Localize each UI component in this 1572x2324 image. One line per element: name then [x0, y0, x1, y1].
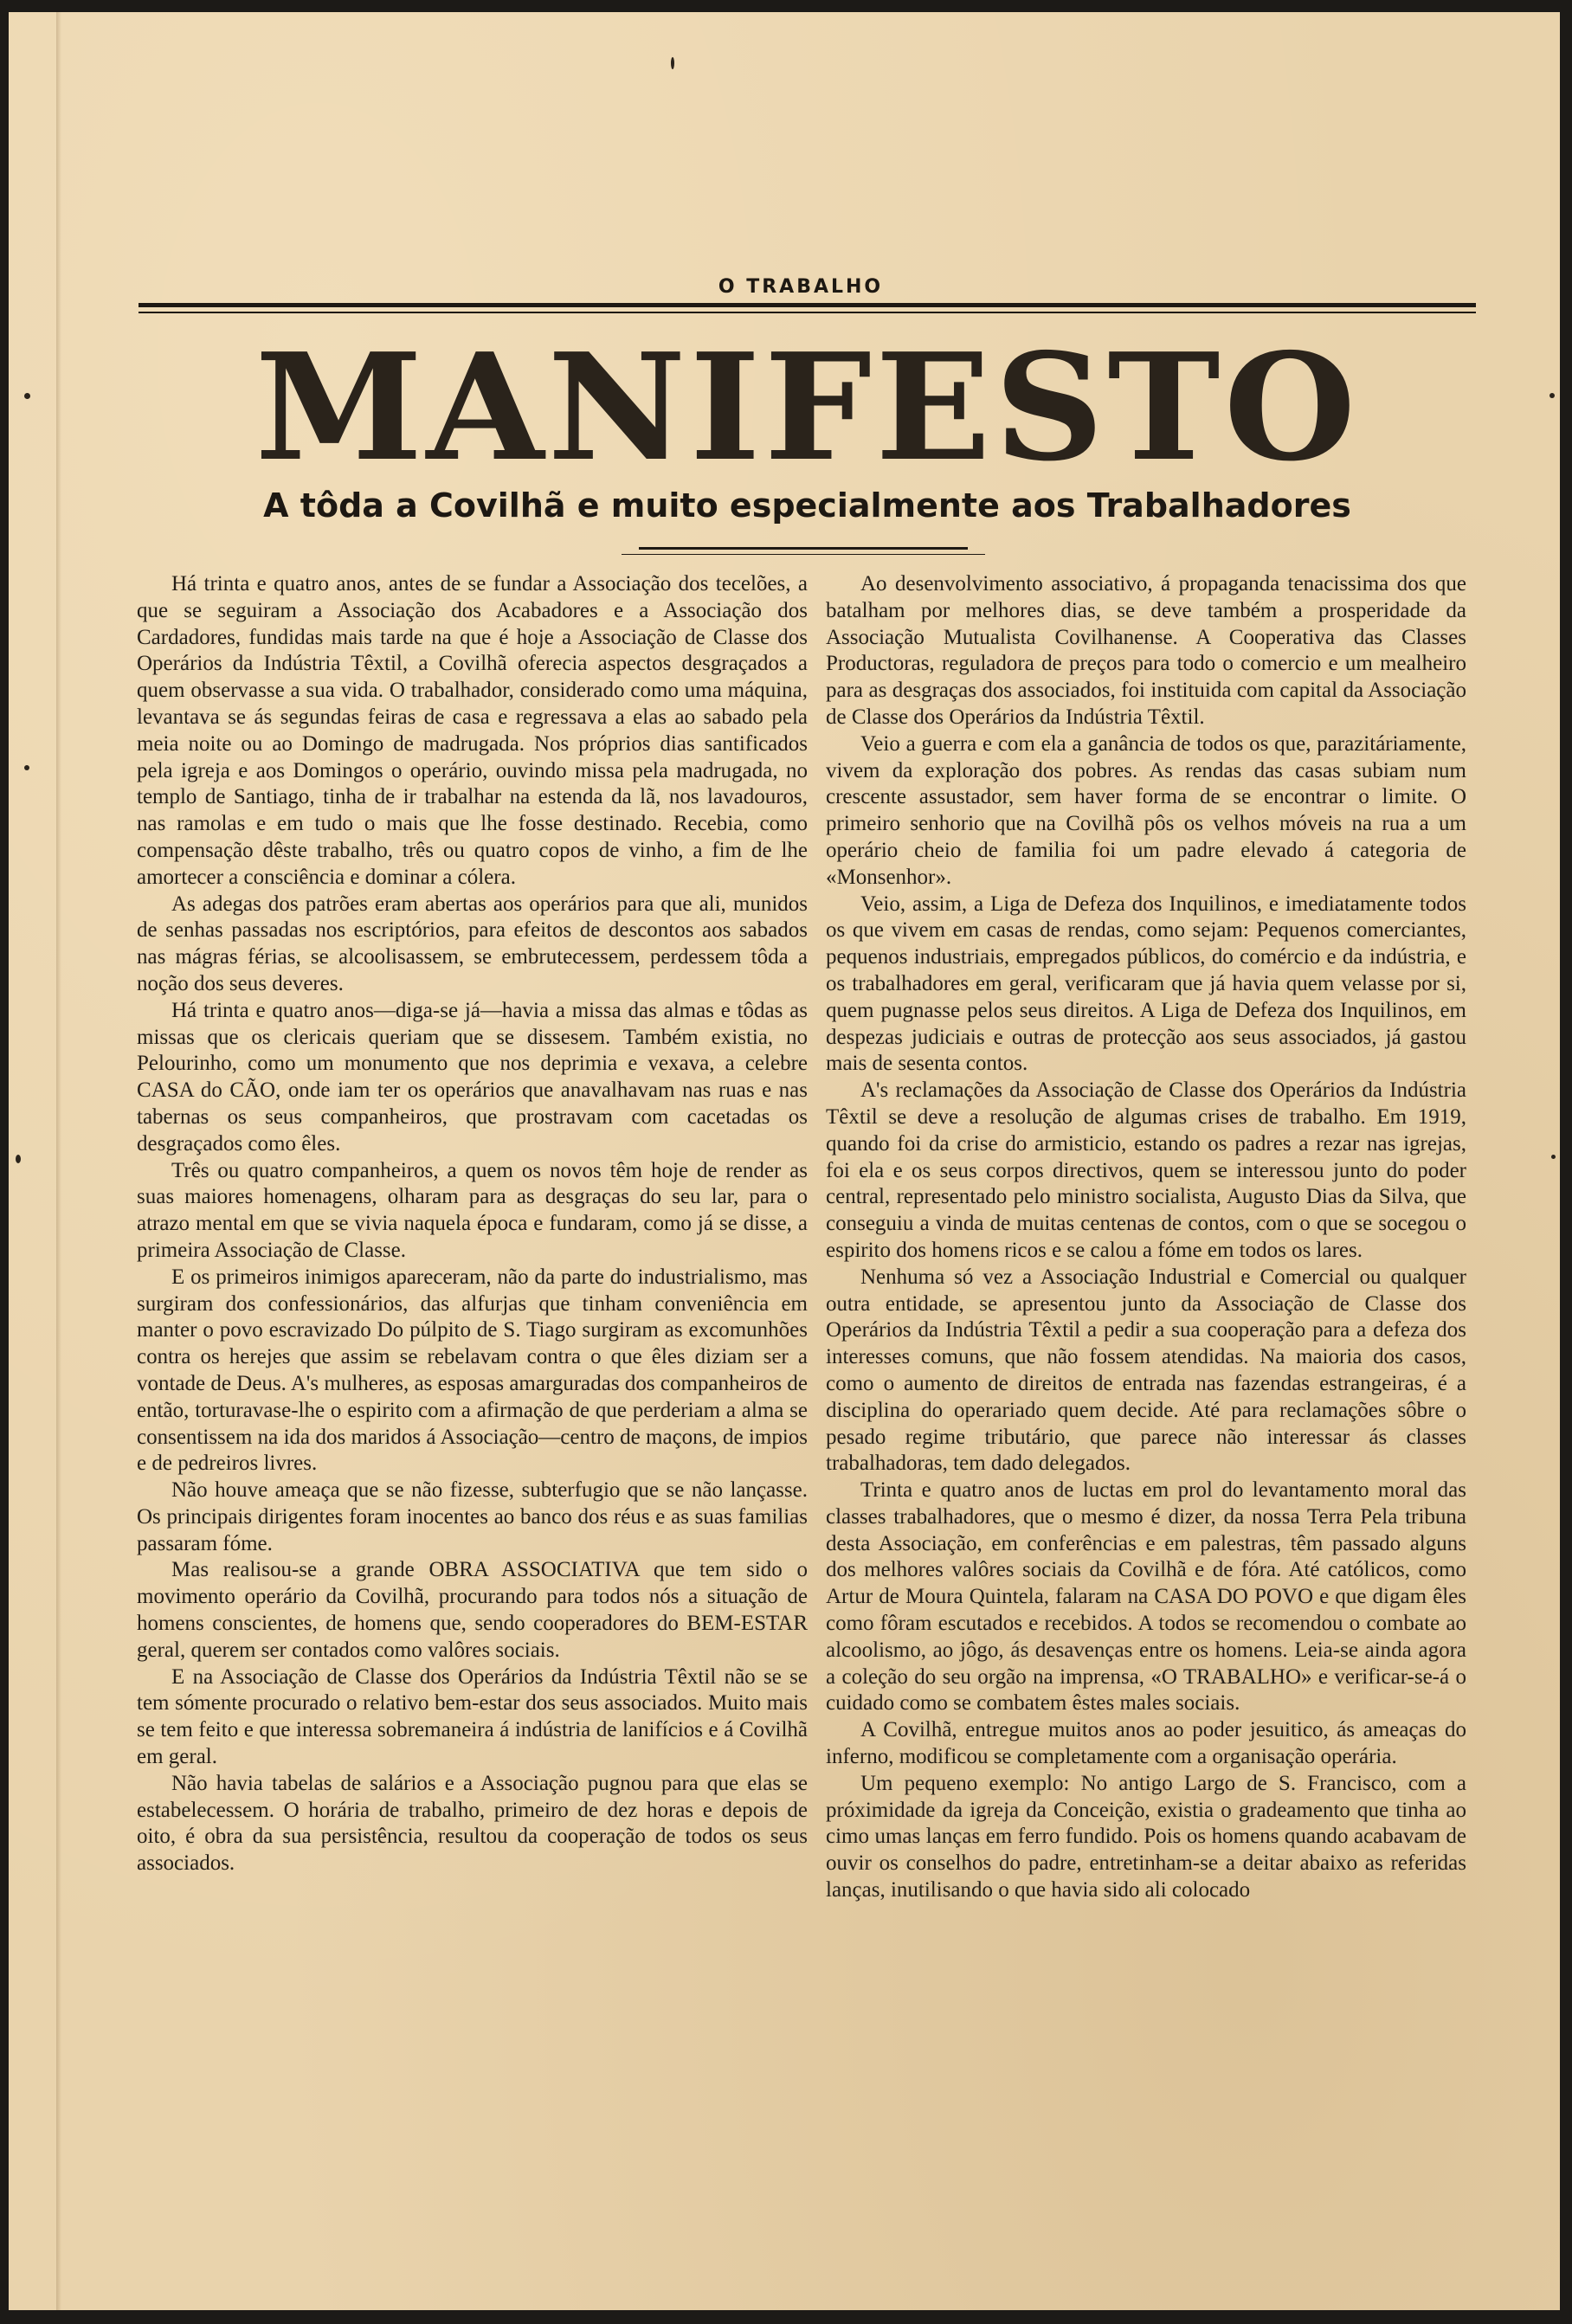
article-paragraph: Três ou quatro companheiros, a quem os novos têm hoje de render as suas maiores homenagens, olharam para as desgraças do seu lar, para o atrazo mental em que se vivia naquela época e fundaram, como já se disse, a primeira Associação de Classe. [137, 1158, 808, 1262]
header-rule-thin [139, 312, 1476, 313]
article-paragraph: Há trinta e quatro anos—diga-se já—havia a missa das almas e tôdas as missas que os clericais queriam que se dissesem. Também existia, no Pelourinho, como um monumento que nos deprimia e vexava, a celebre CASA do CÃO, onde iam ter os operários que anavalhavam nas ruas e nas tabernas os seus companheiros, que prostravam com cacetadas os desgraçados como êles. [137, 998, 808, 1156]
print-speck [1551, 1155, 1556, 1159]
print-speck [16, 1155, 21, 1163]
print-speck [24, 765, 29, 770]
article-paragraph: Não havia tabelas de salários e a Associação pugnou para que elas se estabelecessem. O horária de trabalho, primeiro de dez horas e depois de oito, é obra da sua persistência, resultou da cooperação de todos os seus associados. [137, 1771, 808, 1876]
article-right-column [826, 571, 1466, 1904]
article-paragraph: Veio a guerra e com ela a ganância de todos os que, parazitáriamente, vivem da exploração dos pobres. As rendas das casas subiam num crescente assustador, sem haver forma de se encontrar o limite. O primeiro senhorio que na Covilhã pôs os velhos móveis na rua a um operário cheio de familia foi um padre elevado á categoria de «Monsenhor». [826, 731, 1466, 889]
article-paragraph: A's reclamações da Associação de Classe dos Operários da Indústria Têxtil se deve a resolução de algumas crises de trabalho. Em 1919, quando foi da crise do armisticio, estando os padres a rezar nas igrejas, foi ela e os seus corpos directivos, quem se interessou junto do poder central, representado pelo ministro socialista, Augusto Dias da Silva, que conseguiu a vinda de muitas centenas de contos, com o que se socegou o espirito dos homens ricos e se calou a fóme em todos os lares. [826, 1078, 1466, 1262]
article-paragraph: Ao desenvolvimento associativo, á propaganda tenacissima dos que batalham por melhores dias, se deve também a prosperidade da Associação Mutualista Covilhanense. A Cooperativa das Classes Productoras, reguladora de preços para todo o comercio e um mealheiro para as desgraças dos associados, foi instituida com capital da Associação de Classe dos Operários da Indústria Têxtil. [826, 572, 1466, 729]
article-paragraph: Um pequeno exemplo: No antigo Largo de S. Francisco, com a próximidade da igreja da Conceição, existia o gradeamento que tinha ao cimo umas lanças em ferro fundido. Pois os homens quando acabavam de ouvir os conselhos do padre, entretinham-se a deitar abaixo as referidas lanças, inutilisando o que havia sido ali colocado [826, 1771, 1466, 1902]
article-paragraph: Não houve ameaça que se não fizesse, subterfugio que se não lançasse. Os principais dirigentes foram inocentes ao banco dos réus e as suas familias passaram fóme. [137, 1478, 808, 1555]
subtitle-rule-thin [622, 554, 985, 555]
print-speck [1549, 393, 1555, 398]
article-paragraph: A Covilhã, entregue muitos anos ao poder jesuitico, ás ameaças do inferno, modificou se completamente com a organisação operária. [826, 1718, 1466, 1769]
print-speck [671, 57, 674, 69]
article-paragraph: Mas realisou-se a grande OBRA ASSOCIATIVA que tem sido o movimento operário da Covilhã, procurando para todos nós a situação de homens conscientes, de homens que, sendo cooperadores do BEM-ESTAR geral, querem ser contados como valôres sociais. [137, 1558, 808, 1662]
article-paragraph: Há trinta e quatro anos, antes de se fundar a Associação dos tecelões, a que se seguiram a Associação dos Acabadores e a Associação dos Cardadores, fundidas mais tarde na que é hoje a Associação de Classe dos Operários da Indústria Têxtil, a Covilhã oferecia aspectos desgraçados a quem observasse a sua vida. O trabalhador, considerado como uma máquina, levantava se ás segundas feiras de casa e regressava a elas ao sabado pela meia noite ou ao Domingo de madrugada. Nos próprios dias santificados pela igreja e aos Domingos o operário, ouvindo missa pela madrugada, no templo de Santiago, tinha de ir trabalhar na estenda da lã, nos lavadouros, nas ramolas e em tudo o mais que lhe fosse destinado. Recebia, como compensação dêste trabalho, três ou quatro copos de vinho, a fim de lhe amortecer a consciência e dominar a cólera. [137, 572, 808, 889]
article-paragraph: As adegas dos patrões eram abertas aos operários para que ali, munidos de senhas passadas nos escriptórios, para efeitos de descontos aos sabados nas mágras férias, se alcoolisassem, se embrutecessem, perdessem tôda a noção dos seus deveres. [137, 892, 808, 995]
header-rule [139, 303, 1476, 307]
article-paragraph: Nenhuma só vez a Associação Industrial e Comercial ou qualquer outra entidade, se apresentou junto da Associação de Classe dos Operários da Indústria Têxtil a pedir a sua cooperação para a defeza dos interesses comuns, que não fossem atendidas. Na maioria dos casos, como o aumento de direitos de entrada nas fazendas estrangeiras, é a disciplina do operariado quem decide. Até para reclamações sôbre o pesado regime tributário, que parece não interessar ás classes trabalhadoras, tem dado delegados. [826, 1265, 1466, 1476]
article-left-column [137, 571, 808, 1877]
subtitle-rule [639, 547, 968, 550]
headline-subtitle: A tôda a Covilhã e muito especialmente aos Trabalhadores [263, 486, 1351, 525]
newspaper-page [9, 12, 1560, 2310]
print-speck [24, 393, 30, 399]
article-paragraph: Trinta e quatro anos de luctas em prol do levantamento moral das classes trabalhadores, que o mesmo é dizer, da nossa Terra Pela tribuna desta Associação, em conferências e em palestras, têm passado alguns dos melhores valôres sociais da Covilhã e de fóra. Até católicos, como Artur de Moura Quintela, falaram na CASA DO POVO e que digam êles como fôram escutados e recebidos. A todos se recomendou o combate ao alcoolismo, ao jôgo, ás desavenças entre os homens. Leia-se ainda agora a coleção do seu orgão na imprensa, «O TRABALHO» e verificar-se-á o cuidado como se combatem êstes males sociais. [826, 1478, 1466, 1716]
page-fold-shadow [56, 12, 61, 2310]
masthead: O TRABALHO [718, 276, 884, 298]
article-paragraph: E na Associação de Classe dos Operários da Indústria Têxtil não se se tem sómente procurado o relativo bem-estar dos seus associados. Muito mais se tem feito e que interessa sobremaneira á indústria de lanifícios e á Covilhã em geral. [137, 1664, 808, 1769]
headline-title: MANIFESTO [254, 321, 1360, 494]
article-paragraph: Veio, assim, a Liga de Defeza dos Inquilinos, e imediatamente todos os que vivem em casas de rendas, como sejam: Pequenos comerciantes, pequenos industriais, empregados públicos, do comércio e da indústria, e os trabalhadores em geral, verificaram que já havia quem velasse por si, quem pugnasse pelos seus direitos. A Liga de Defeza dos Inquilinos, em despezas judiciais e outras de protecção aos seus associados, já gastou mais de sesenta contos. [826, 892, 1466, 1076]
article-paragraph: E os primeiros inimigos apareceram, não da parte do industrialismo, mas surgiram dos confessionários, das alfurjas que tinham conveniência em manter o povo escravizado Do púlpito de S. Tiago surgiram as excomunhões contra os herejes que assim se rebelavam contra o que êles diziam ser a vontade de Deus. A's mulheres, as esposas amarguradas dos companheiros de então, torturavase-lhe o espirito com a afirmação de que perderiam a alma se consentissem na ida dos maridos á Associação—centro de maçons, de impios e de pedreiros livres. [137, 1265, 808, 1476]
